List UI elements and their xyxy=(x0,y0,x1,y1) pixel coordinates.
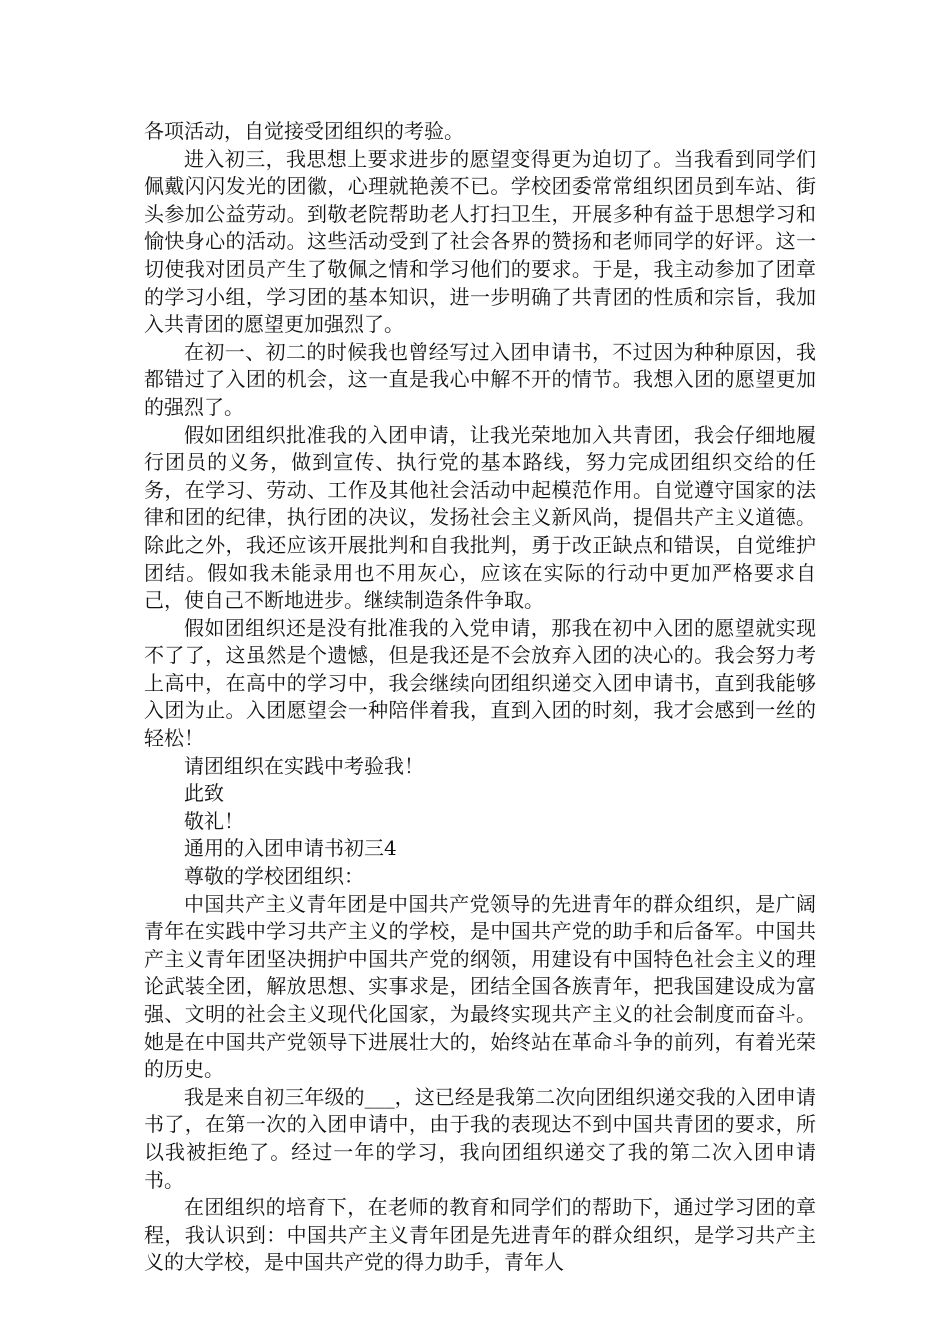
paragraph: 在初一、初二的时候我也曾经写过入团申请书，不过因为种种原因，我都错过了入团的机会，这一直是我心中解不开的情节。我想入团的愿望更加的强烈了。 xyxy=(144,339,816,419)
paragraph: 进入初三，我思想上要求进步的愿望变得更为迫切了。当我看到同学们佩戴闪闪发光的团徽，心理就艳羡不已。学校团委常常组织团员到车站、街头参加公益劳动。到敬老院帮助老人打扫卫生，开展多种有益于思想学习和愉快身心的活动。这些活动受到了社会各界的赞扬和老师同学的好评。这一切使我对团员产生了敬佩之情和学习他们的要求。于是，我主动参加了团章的学习小组，学习团的基本知识，进一步明确了共青团的性质和宗旨，我加入共青团的愿望更加强烈了。 xyxy=(144,146,816,337)
section-title: 通用的入团申请书初三4 xyxy=(184,836,397,861)
paragraph: 假如团组织还是没有批准我的入党申请，那我在初中入团的愿望就实现不了了，这虽然是个遗憾，但是我还是不会放弃入团的决心的。我会努力考上高中，在高中的学习中，我会继续向团组织递交入团申请书，直到我能够入团为止。入团愿望会一种陪伴着我，直到入团的时刻，我才会感到一丝的轻松！ xyxy=(144,615,816,751)
paragraph: 假如团组织批准我的入团申请，让我光荣地加入共青团，我会仔细地履行团员的义务，做到宣传、执行党的基本路线，努力完成团组织交给的任务，在学习、劳动、工作及其他社会活动中起模范作用。自觉遵守国家的法律和团的纪律，执行团的决议，发扬社会主义新风尚，提倡共产主义道德。除此之外，我还应该开展批判和自我批判，勇于改正缺点和错误，自觉维护团结。假如我未能录用也不用灰心，应该在实际的行动中更加严格要求自己，使自己不断地进步。继续制造条件争取。 xyxy=(144,422,816,613)
paragraph: 我是来自初三年级的___，这已经是我第二次向团组织递交我的入团申请书了，在第一次的入团申请中，由于我的表现达不到中国共青团的要求，所以我被拒绝了。经过一年的学习，我向团组织递交了我的第二次入团申请书。 xyxy=(144,1084,816,1192)
paragraph: 在团组织的培育下，在老师的教育和同学们的帮助下，通过学习团的章程，我认识到：中国共产主义青年团是先进青年的群众组织，是学习共产主义的大学校，是中国共产党的得力助手，青年人 xyxy=(144,1195,816,1275)
salutation-line: 此致 xyxy=(184,781,224,806)
greeting-line: 尊敬的学校团组织： xyxy=(184,864,364,889)
paragraph: 各项活动，自觉接受团组织的考验。 xyxy=(144,119,464,143)
paragraph: 中国共产主义青年团是中国共产党领导的先进青年的群众组织，是广阔青年在实践中学习共产主义的学校，是中国共产党的助手和后备军。中国共产主义青年团坚决拥护中国共产党的纲领，用建设有中国特色社会主义的理论武装全团，解放思想、实事求是，团结全国各族青年，把我国建设成为富强、文明的社会主义现代化国家，为最终实现共产主义的社会制度而奋斗。她是在中国共产党领导下进展壮大的，始终站在革命斗争的前列，有着光荣的历史。 xyxy=(144,891,816,1082)
document-page xyxy=(144,118,816,1277)
closing-line: 请团组织在实践中考验我！ xyxy=(184,753,424,778)
salutation-line: 敬礼！ xyxy=(184,808,244,833)
